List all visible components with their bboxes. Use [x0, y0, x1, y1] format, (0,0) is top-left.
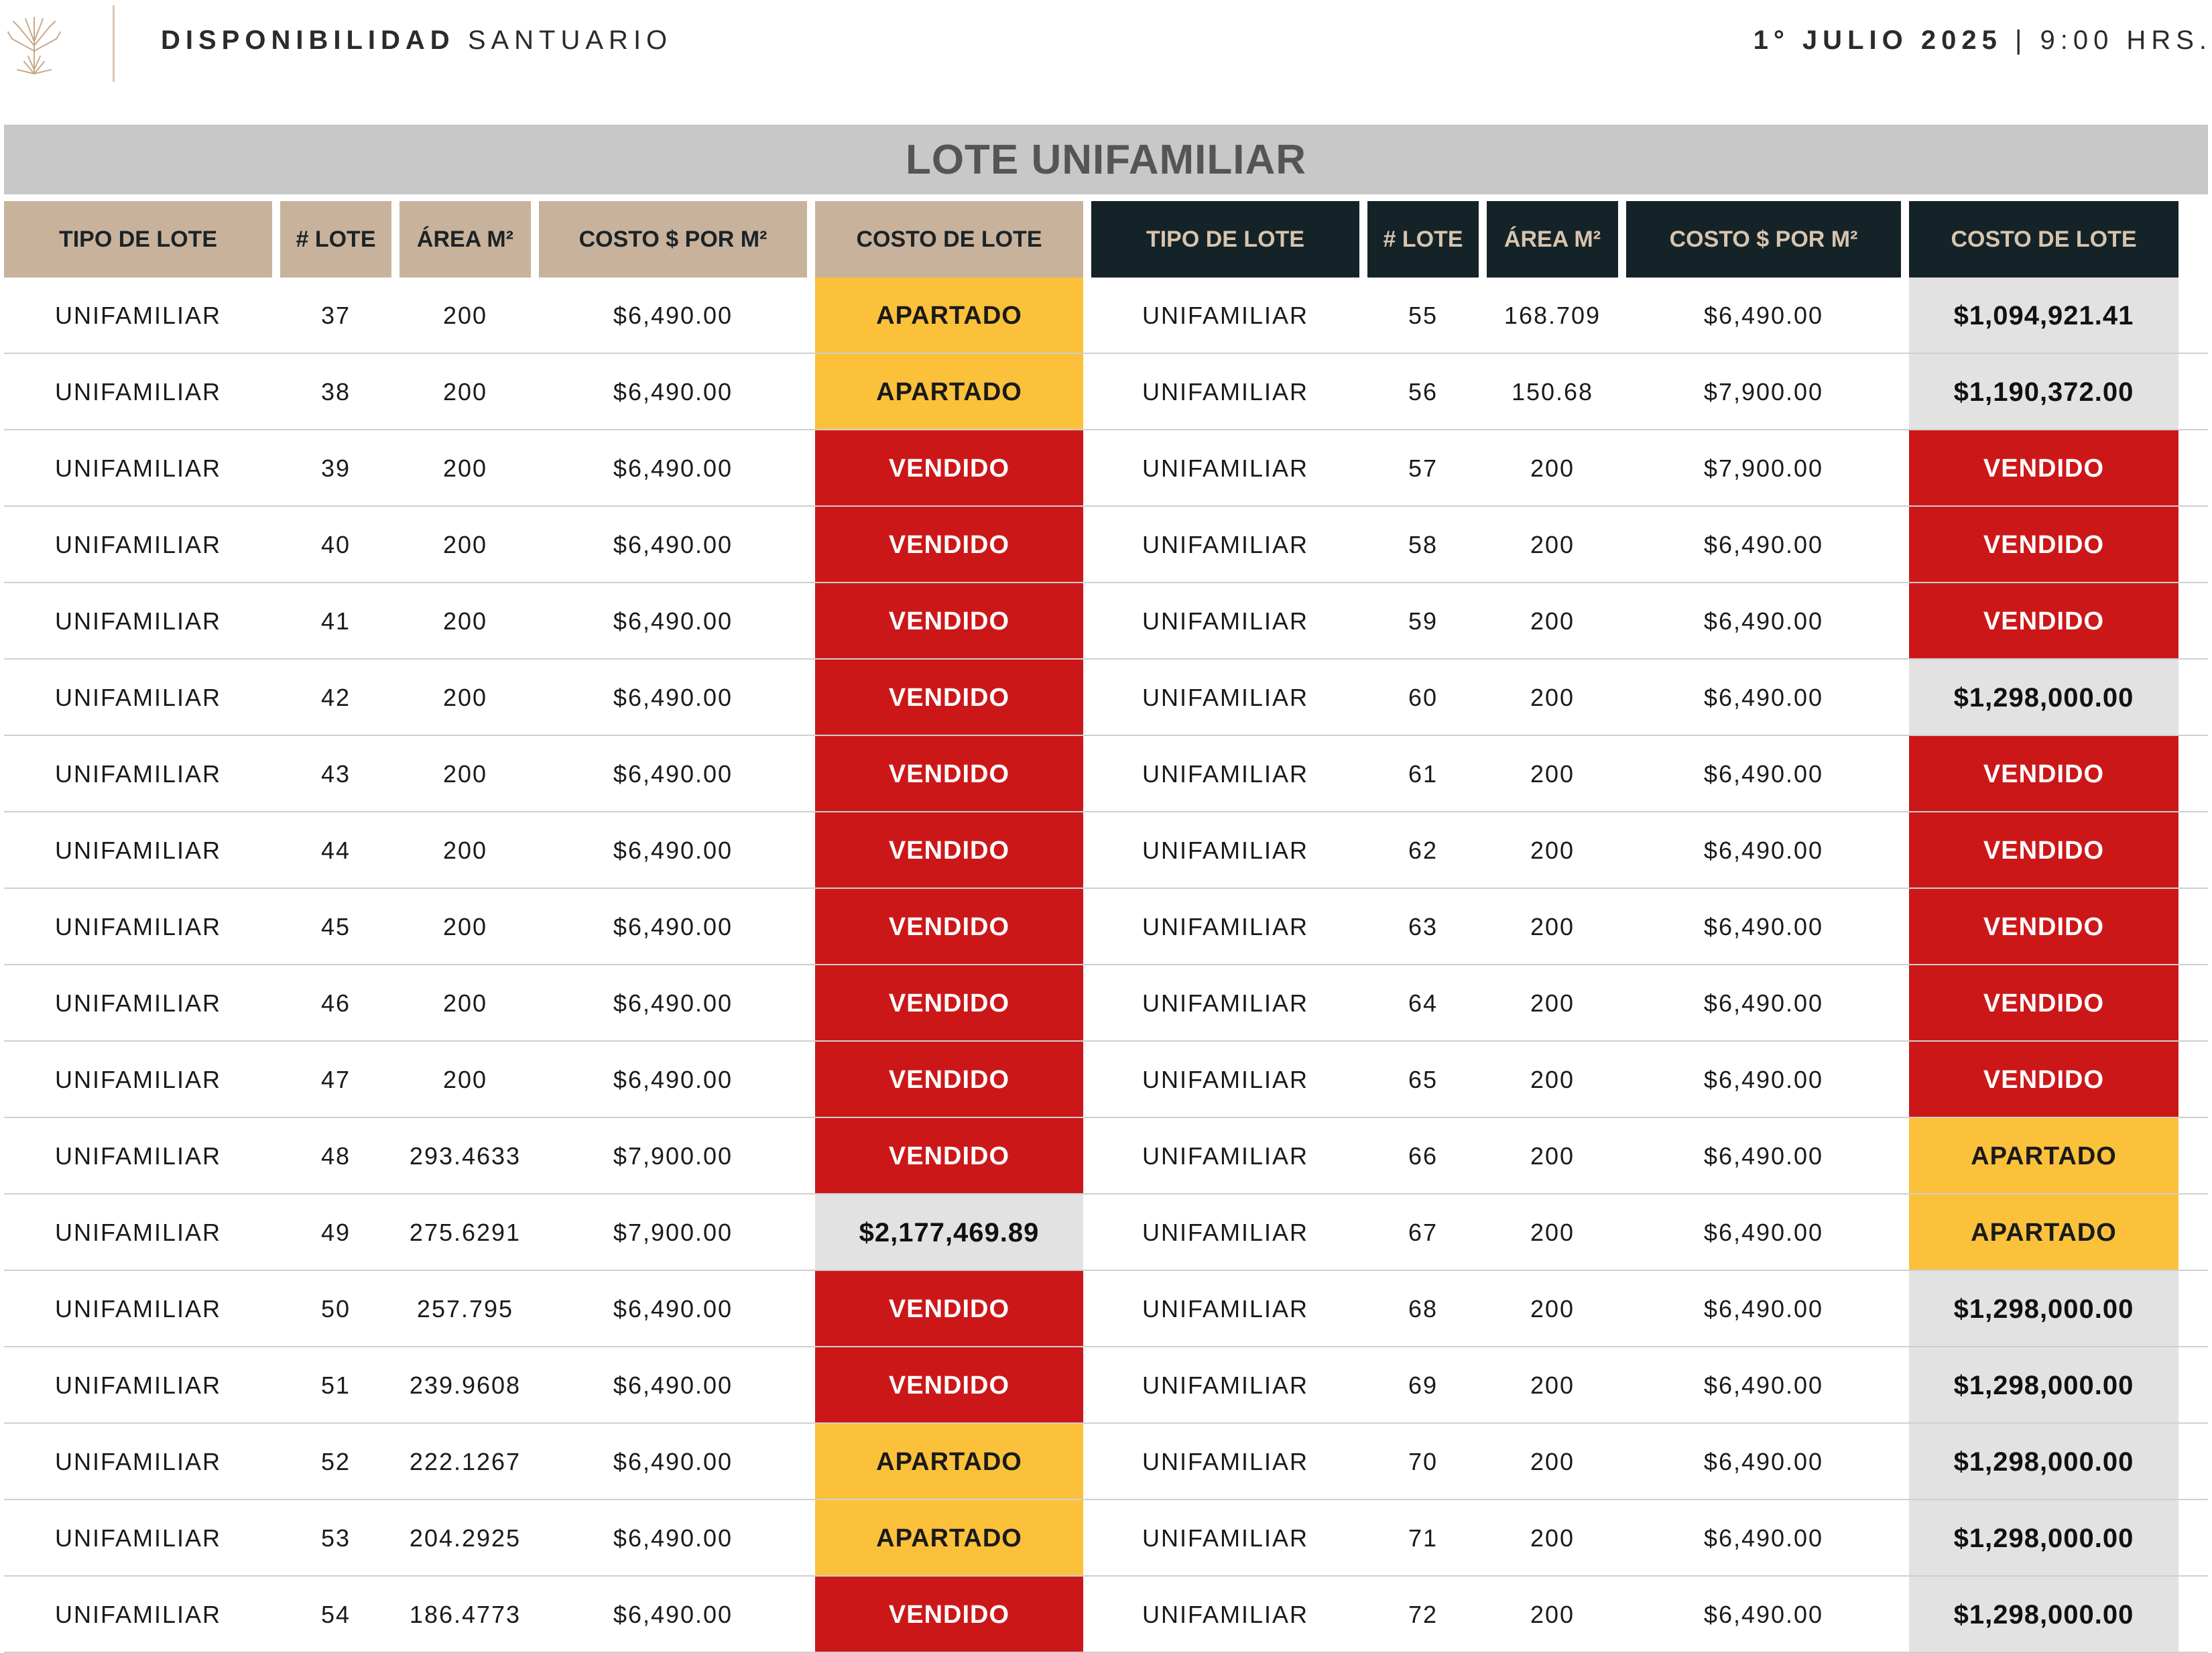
lote-number-cell: 56: [1408, 378, 1438, 406]
lote-number-cell: 38: [320, 378, 351, 406]
costo-lote-cell: APARTADO: [1909, 1195, 2178, 1271]
costo-lote-cell: APARTADO: [1909, 1118, 2178, 1195]
costo-lote-cell: VENDIDO: [1909, 1042, 2178, 1118]
lote-number-cell: 42: [320, 684, 351, 711]
lote-number-cell: 62: [1408, 837, 1438, 864]
tipo-lote-cell: UNIFAMILIAR: [54, 454, 222, 482]
costo-lote-cell: $1,190,372.00: [1909, 354, 2178, 430]
costo-m2-cell: $6,490.00: [1703, 1295, 1824, 1323]
area-cell: 293.4633: [409, 1142, 521, 1170]
tipo-lote-cell: UNIFAMILIAR: [1142, 1142, 1309, 1170]
costo-lote-cell: $1,298,000.00: [1909, 1577, 2178, 1653]
area-cell: 168.709: [1503, 302, 1601, 329]
costo-lote-cell: VENDIDO: [815, 1118, 1083, 1195]
tipo-lote-cell: UNIFAMILIAR: [1142, 989, 1309, 1017]
tipo-lote-cell: UNIFAMILIAR: [54, 760, 222, 788]
area-cell: 200: [1530, 1524, 1575, 1552]
costo-m2-cell: $6,490.00: [613, 1601, 733, 1628]
area-cell: 200: [1530, 607, 1575, 635]
lote-number-cell: 37: [320, 302, 351, 329]
costo-m2-cell: $6,490.00: [1703, 607, 1824, 635]
table-row: [4, 965, 2208, 1042]
tipo-lote-cell: UNIFAMILIAR: [54, 837, 222, 864]
table-row: [4, 430, 2208, 507]
col-header: ÁREA M²: [1487, 201, 1618, 278]
costo-lote-cell: VENDIDO: [815, 1347, 1083, 1424]
costo-m2-cell: $6,490.00: [613, 378, 733, 406]
table-row: [4, 736, 2208, 812]
area-cell: 200: [442, 378, 488, 406]
tipo-lote-cell: UNIFAMILIAR: [54, 1601, 222, 1628]
tipo-lote-cell: UNIFAMILIAR: [1142, 1066, 1309, 1093]
costo-lote-cell: VENDIDO: [815, 812, 1083, 889]
lote-number-cell: 64: [1408, 989, 1438, 1017]
costo-m2-cell: $6,490.00: [1703, 302, 1824, 329]
table-header: [4, 201, 2208, 278]
page-title: [161, 25, 672, 56]
tipo-lote-cell: UNIFAMILIAR: [1142, 837, 1309, 864]
lote-number-cell: 43: [320, 760, 351, 788]
costo-m2-cell: $6,490.00: [613, 531, 733, 558]
area-cell: 186.4773: [409, 1601, 521, 1628]
tipo-lote-cell: UNIFAMILIAR: [54, 913, 222, 940]
lote-number-cell: 54: [320, 1601, 351, 1628]
area-cell: 200: [1530, 454, 1575, 482]
costo-lote-cell: APARTADO: [815, 1500, 1083, 1577]
area-cell: 200: [442, 989, 488, 1017]
costo-lote-cell: APARTADO: [815, 354, 1083, 430]
table-row: [4, 889, 2208, 965]
area-cell: 200: [442, 837, 488, 864]
tipo-lote-cell: UNIFAMILIAR: [1142, 607, 1309, 635]
tipo-lote-cell: UNIFAMILIAR: [54, 1295, 222, 1323]
area-cell: 200: [1530, 989, 1575, 1017]
report-date: [1754, 25, 2212, 56]
costo-m2-cell: $6,490.00: [1703, 913, 1824, 940]
tipo-lote-cell: UNIFAMILIAR: [54, 378, 222, 406]
lote-number-cell: 46: [320, 989, 351, 1017]
costo-m2-cell: $6,490.00: [613, 302, 733, 329]
tipo-lote-cell: UNIFAMILIAR: [54, 684, 222, 711]
col-header: # LOTE: [1367, 201, 1479, 278]
col-header: COSTO DE LOTE: [815, 201, 1083, 278]
costo-lote-cell: VENDIDO: [1909, 583, 2178, 660]
tipo-lote-cell: UNIFAMILIAR: [1142, 302, 1309, 329]
costo-lote-cell: $1,298,000.00: [1909, 1271, 2178, 1347]
costo-m2-cell: $6,490.00: [1703, 1371, 1824, 1399]
costo-lote-cell: VENDIDO: [815, 889, 1083, 965]
date-bold: 1° JULIO 2025: [1753, 25, 2002, 55]
tipo-lote-cell: UNIFAMILIAR: [1142, 1219, 1309, 1246]
costo-m2-cell: $6,490.00: [1703, 1219, 1824, 1246]
section-banner: LOTE UNIFAMILIAR: [4, 125, 2208, 194]
lote-number-cell: 67: [1408, 1219, 1438, 1246]
costo-lote-cell: VENDIDO: [1909, 507, 2178, 583]
costo-m2-cell: $6,490.00: [613, 1524, 733, 1552]
costo-m2-cell: $6,490.00: [613, 1448, 733, 1475]
costo-lote-cell: VENDIDO: [815, 1271, 1083, 1347]
area-cell: 200: [1530, 1295, 1575, 1323]
area-cell: 200: [442, 607, 488, 635]
lote-number-cell: 68: [1408, 1295, 1438, 1323]
area-cell: 200: [1530, 913, 1575, 940]
tipo-lote-cell: UNIFAMILIAR: [1142, 913, 1309, 940]
costo-lote-cell: $2,177,469.89: [815, 1195, 1083, 1271]
lote-number-cell: 55: [1408, 302, 1438, 329]
table-row: [4, 1195, 2208, 1271]
tipo-lote-cell: UNIFAMILIAR: [1142, 1371, 1309, 1399]
costo-m2-cell: $6,490.00: [1703, 1142, 1824, 1170]
lote-number-cell: 41: [320, 607, 351, 635]
table-row: [4, 1271, 2208, 1347]
lote-number-cell: 51: [320, 1371, 351, 1399]
costo-m2-cell: $6,490.00: [613, 1066, 733, 1093]
lote-number-cell: 60: [1408, 684, 1438, 711]
tipo-lote-cell: UNIFAMILIAR: [54, 989, 222, 1017]
col-header: TIPO DE LOTE: [4, 201, 272, 278]
tipo-lote-cell: UNIFAMILIAR: [54, 1524, 222, 1552]
costo-m2-cell: $6,490.00: [1703, 684, 1824, 711]
area-cell: 200: [1530, 1601, 1575, 1628]
area-cell: 204.2925: [409, 1524, 521, 1552]
area-cell: 200: [442, 302, 488, 329]
costo-m2-cell: $6,490.00: [613, 454, 733, 482]
lote-number-cell: 58: [1408, 531, 1438, 558]
costo-m2-cell: $6,490.00: [613, 684, 733, 711]
col-header: COSTO DE LOTE: [1909, 201, 2178, 278]
costo-lote-cell: VENDIDO: [815, 1042, 1083, 1118]
costo-m2-cell: $6,490.00: [613, 607, 733, 635]
table-row: [4, 660, 2208, 736]
table-row: [4, 1347, 2208, 1424]
lote-number-cell: 39: [320, 454, 351, 482]
costo-lote-cell: VENDIDO: [815, 965, 1083, 1042]
tipo-lote-cell: UNIFAMILIAR: [1142, 378, 1309, 406]
costo-lote-cell: VENDIDO: [815, 736, 1083, 812]
costo-lote-cell: VENDIDO: [1909, 812, 2178, 889]
lote-number-cell: 59: [1408, 607, 1438, 635]
costo-lote-cell: VENDIDO: [815, 660, 1083, 736]
costo-m2-cell: $7,900.00: [1703, 454, 1824, 482]
tree-logo-icon: [5, 12, 63, 76]
table-body: [4, 278, 2208, 1653]
tipo-lote-cell: UNIFAMILIAR: [1142, 1448, 1309, 1475]
tipo-lote-cell: UNIFAMILIAR: [54, 1371, 222, 1399]
lote-number-cell: 63: [1408, 913, 1438, 940]
tipo-lote-cell: UNIFAMILIAR: [1142, 1601, 1309, 1628]
costo-lote-cell: VENDIDO: [1909, 430, 2178, 507]
area-cell: 200: [1530, 1142, 1575, 1170]
tipo-lote-cell: UNIFAMILIAR: [54, 1066, 222, 1093]
table-row: [4, 1577, 2208, 1653]
table-row: [4, 278, 2208, 354]
table-row: [4, 507, 2208, 583]
lote-number-cell: 47: [320, 1066, 351, 1093]
col-header: # LOTE: [280, 201, 391, 278]
table-row: [4, 1424, 2208, 1500]
area-cell: 239.9608: [409, 1371, 521, 1399]
costo-lote-cell: VENDIDO: [815, 1577, 1083, 1653]
tipo-lote-cell: UNIFAMILIAR: [54, 531, 222, 558]
costo-m2-cell: $6,490.00: [613, 760, 733, 788]
costo-m2-cell: $6,490.00: [1703, 760, 1824, 788]
lote-number-cell: 66: [1408, 1142, 1438, 1170]
area-cell: 200: [1530, 1219, 1575, 1246]
area-cell: 275.6291: [409, 1219, 521, 1246]
area-cell: 200: [1530, 760, 1575, 788]
table-row: [4, 1118, 2208, 1195]
costo-lote-cell: $1,298,000.00: [1909, 1500, 2178, 1577]
table-row: [4, 1042, 2208, 1118]
costo-m2-cell: $6,490.00: [613, 1295, 733, 1323]
tipo-lote-cell: UNIFAMILIAR: [1142, 1295, 1309, 1323]
costo-m2-cell: $6,490.00: [613, 913, 733, 940]
costo-lote-cell: VENDIDO: [1909, 736, 2178, 812]
col-header: TIPO DE LOTE: [1091, 201, 1359, 278]
costo-m2-cell: $6,490.00: [1703, 1066, 1824, 1093]
lote-number-cell: 52: [320, 1448, 351, 1475]
costo-m2-cell: $6,490.00: [1703, 989, 1824, 1017]
area-cell: 200: [442, 760, 488, 788]
costo-m2-cell: $6,490.00: [1703, 531, 1824, 558]
lote-number-cell: 50: [320, 1295, 351, 1323]
date-time: 9:00 HRS.: [2040, 25, 2212, 55]
page-header: [0, 0, 2212, 87]
lote-number-cell: 49: [320, 1219, 351, 1246]
tipo-lote-cell: UNIFAMILIAR: [1142, 454, 1309, 482]
costo-lote-cell: APARTADO: [815, 1424, 1083, 1500]
area-cell: 200: [1530, 531, 1575, 558]
tipo-lote-cell: UNIFAMILIAR: [1142, 684, 1309, 711]
costo-m2-cell: $6,490.00: [613, 1371, 733, 1399]
header-divider: [113, 5, 115, 82]
tipo-lote-cell: UNIFAMILIAR: [54, 1142, 222, 1170]
costo-m2-cell: $7,900.00: [613, 1142, 733, 1170]
costo-lote-cell: VENDIDO: [815, 430, 1083, 507]
lote-number-cell: 61: [1408, 760, 1438, 788]
lote-number-cell: 40: [320, 531, 351, 558]
area-cell: 200: [1530, 1066, 1575, 1093]
table-row: [4, 583, 2208, 660]
area-cell: 200: [1530, 1371, 1575, 1399]
area-cell: 200: [1530, 837, 1575, 864]
title-light: SANTUARIO: [467, 25, 673, 55]
area-cell: 200: [442, 531, 488, 558]
lote-number-cell: 53: [320, 1524, 351, 1552]
area-cell: 200: [442, 454, 488, 482]
lote-number-cell: 70: [1408, 1448, 1438, 1475]
table-row: [4, 354, 2208, 430]
tipo-lote-cell: UNIFAMILIAR: [1142, 1524, 1309, 1552]
costo-m2-cell: $6,490.00: [1703, 837, 1824, 864]
lote-number-cell: 57: [1408, 454, 1438, 482]
table-row: [4, 812, 2208, 889]
area-cell: 200: [1530, 684, 1575, 711]
costo-m2-cell: $6,490.00: [613, 837, 733, 864]
costo-lote-cell: VENDIDO: [815, 507, 1083, 583]
costo-m2-cell: $6,490.00: [1703, 1448, 1824, 1475]
area-cell: 200: [442, 684, 488, 711]
title-bold: DISPONIBILIDAD: [161, 25, 455, 55]
costo-lote-cell: VENDIDO: [1909, 889, 2178, 965]
costo-lote-cell: VENDIDO: [1909, 965, 2178, 1042]
area-cell: 150.68: [1511, 378, 1594, 406]
lote-number-cell: 69: [1408, 1371, 1438, 1399]
costo-lote-cell: $1,298,000.00: [1909, 1424, 2178, 1500]
tipo-lote-cell: UNIFAMILIAR: [54, 607, 222, 635]
costo-m2-cell: $6,490.00: [1703, 1601, 1824, 1628]
lote-number-cell: 48: [320, 1142, 351, 1170]
costo-lote-cell: $1,298,000.00: [1909, 1347, 2178, 1424]
costo-lote-cell: $1,094,921.41: [1909, 278, 2178, 354]
area-cell: 200: [442, 913, 488, 940]
costo-m2-cell: $6,490.00: [613, 989, 733, 1017]
col-header: ÁREA M²: [400, 201, 531, 278]
area-cell: 222.1267: [409, 1448, 521, 1475]
tipo-lote-cell: UNIFAMILIAR: [1142, 531, 1309, 558]
costo-lote-cell: $1,298,000.00: [1909, 660, 2178, 736]
col-header: COSTO $ POR M²: [539, 201, 807, 278]
costo-m2-cell: $7,900.00: [613, 1219, 733, 1246]
tipo-lote-cell: UNIFAMILIAR: [54, 1448, 222, 1475]
table-row: [4, 1500, 2208, 1577]
costo-m2-cell: $6,490.00: [1703, 1524, 1824, 1552]
tipo-lote-cell: UNIFAMILIAR: [54, 302, 222, 329]
lote-number-cell: 65: [1408, 1066, 1438, 1093]
lote-number-cell: 44: [320, 837, 351, 864]
tipo-lote-cell: UNIFAMILIAR: [54, 1219, 222, 1246]
date-separator: |: [2014, 25, 2028, 55]
area-cell: 200: [1530, 1448, 1575, 1475]
lote-number-cell: 72: [1408, 1601, 1438, 1628]
col-header: COSTO $ POR M²: [1626, 201, 1901, 278]
tipo-lote-cell: UNIFAMILIAR: [1142, 760, 1309, 788]
lote-number-cell: 45: [320, 913, 351, 940]
area-cell: 200: [442, 1066, 488, 1093]
costo-m2-cell: $7,900.00: [1703, 378, 1824, 406]
lote-number-cell: 71: [1408, 1524, 1438, 1552]
area-cell: 257.795: [416, 1295, 514, 1323]
costo-lote-cell: APARTADO: [815, 278, 1083, 354]
costo-lote-cell: VENDIDO: [815, 583, 1083, 660]
